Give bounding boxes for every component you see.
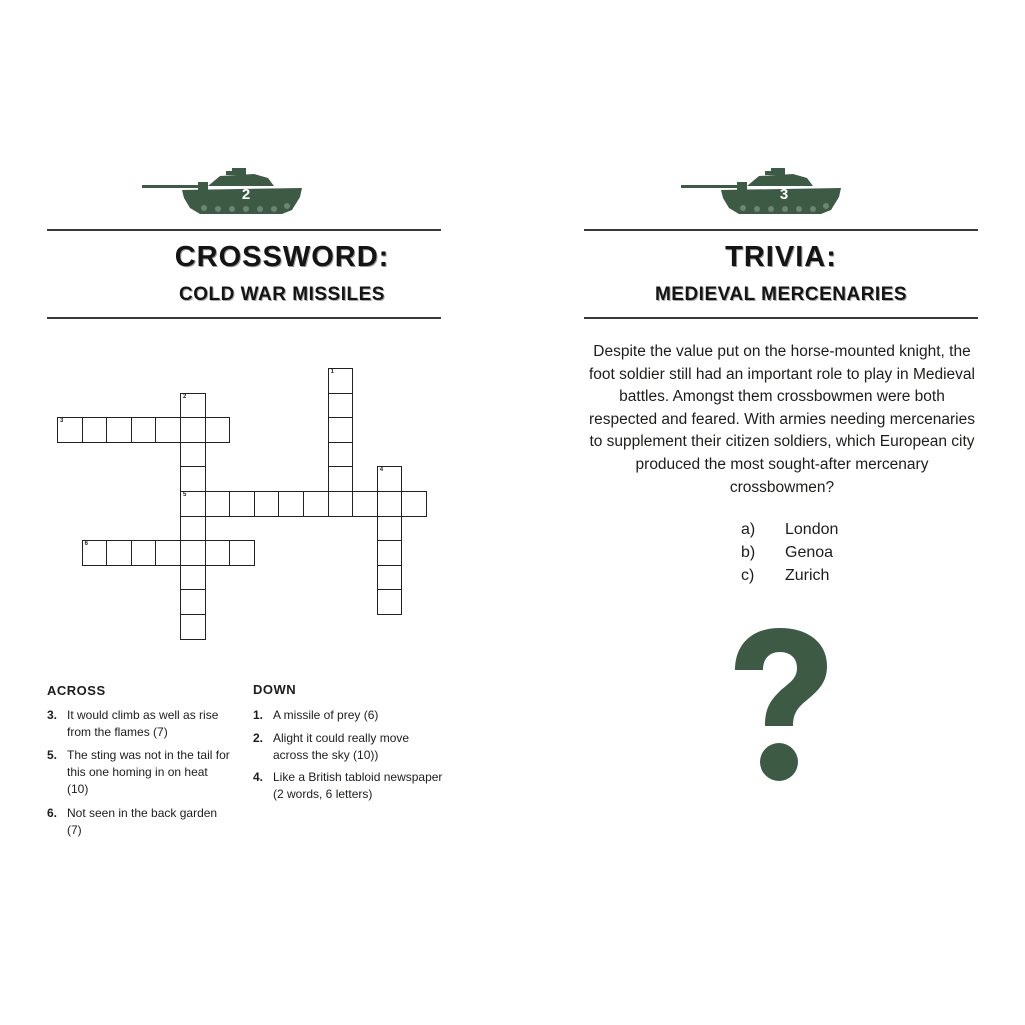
page-title: CROSSWORD: (174, 241, 390, 273)
crossword-cell (328, 442, 354, 468)
across-clue-3: 3. It would climb as well as rise from the flames (7) (47, 708, 219, 739)
crossword-cell (180, 614, 206, 640)
crossword-cell (180, 589, 206, 615)
down-clue-1: 1. A missile of prey (6) (253, 708, 379, 722)
crossword-cell (377, 466, 403, 492)
page-title: TRIVIA: (725, 241, 837, 273)
across-clue-5: 5. The sting was not in the tail for this one homing in on heat (10) (47, 748, 230, 796)
question-mark-icon (725, 624, 835, 784)
crossword-cell (82, 417, 108, 443)
crossword-cell (106, 417, 132, 443)
crossword-cell (180, 540, 206, 566)
across-clue-6: 6. Not seen in the back garden (7) (47, 806, 218, 837)
crossword-cell (229, 491, 255, 517)
clue-number-label: 2 (183, 393, 187, 400)
crossword-cell (352, 491, 378, 517)
crossword-cell (328, 491, 354, 517)
divider (584, 317, 978, 319)
crossword-cell (401, 491, 427, 517)
clue-number-label: 3 (60, 418, 64, 425)
crossword-cell (131, 417, 157, 443)
crossword-cell (303, 491, 329, 517)
crossword-cell (205, 417, 231, 443)
crossword-cell (180, 466, 206, 492)
badge-number: 3 (779, 186, 789, 203)
crossword-cell (377, 491, 403, 517)
crossword-cell (377, 540, 403, 566)
crossword-cell (131, 540, 157, 566)
across-heading: ACROSS (47, 683, 106, 698)
crossword-cell (328, 466, 354, 492)
crossword-cell (180, 491, 206, 517)
crossword-cell (205, 491, 231, 517)
tank-icon (681, 164, 843, 220)
crossword-cell (180, 393, 206, 419)
divider (584, 229, 978, 231)
down-clue-4: 4. Like a British tabloid newspaper (2 words, 6 letters) (253, 770, 443, 801)
crossword-cell (377, 589, 403, 615)
crossword-cell (229, 540, 255, 566)
crossword-cell (180, 417, 206, 443)
crossword-cell (205, 540, 231, 566)
crossword-cell (106, 540, 132, 566)
crossword-cell (328, 417, 354, 443)
crossword-cell (180, 442, 206, 468)
crossword-cell (155, 540, 181, 566)
page-subtitle: COLD WAR MISSILES (179, 284, 385, 305)
crossword-cell (278, 491, 304, 517)
clue-number-label: 6 (84, 541, 88, 548)
badge-number: 2 (241, 186, 251, 203)
crossword-cell (180, 516, 206, 542)
crossword-cell (328, 393, 354, 419)
crossword-grid (0, 0, 512, 660)
clue-number-label: 1 (330, 369, 334, 375)
page-subtitle: MEDIEVAL MERCENARIES (654, 284, 908, 305)
crossword-cell (377, 565, 403, 591)
crossword-cell (254, 491, 280, 517)
crossword-cell (377, 516, 403, 542)
down-heading: DOWN (253, 682, 297, 697)
crossword-cell (57, 417, 83, 443)
right-page (512, 0, 1025, 1025)
crossword-cell (155, 417, 181, 443)
crossword-cell (82, 540, 108, 566)
clue-number-label: 5 (183, 492, 187, 498)
crossword-cell (180, 565, 206, 591)
trivia-question: Despite the value put on the horse-mounted knight, the foot soldier still had an important role to play in Medieval battles. Amongst them crossbowmen were both respected and feared. With armies needing mercenaries to supplement their citizen soldiers, which European city produced the most sought-after mercenary crossbowmen? (589, 343, 975, 496)
crossword-cell (328, 368, 354, 394)
left-page (0, 0, 512, 1025)
down-clue-2: 2. Alight it could really move across the sky (10)) (253, 731, 410, 762)
clue-number-label: 4 (379, 467, 384, 474)
